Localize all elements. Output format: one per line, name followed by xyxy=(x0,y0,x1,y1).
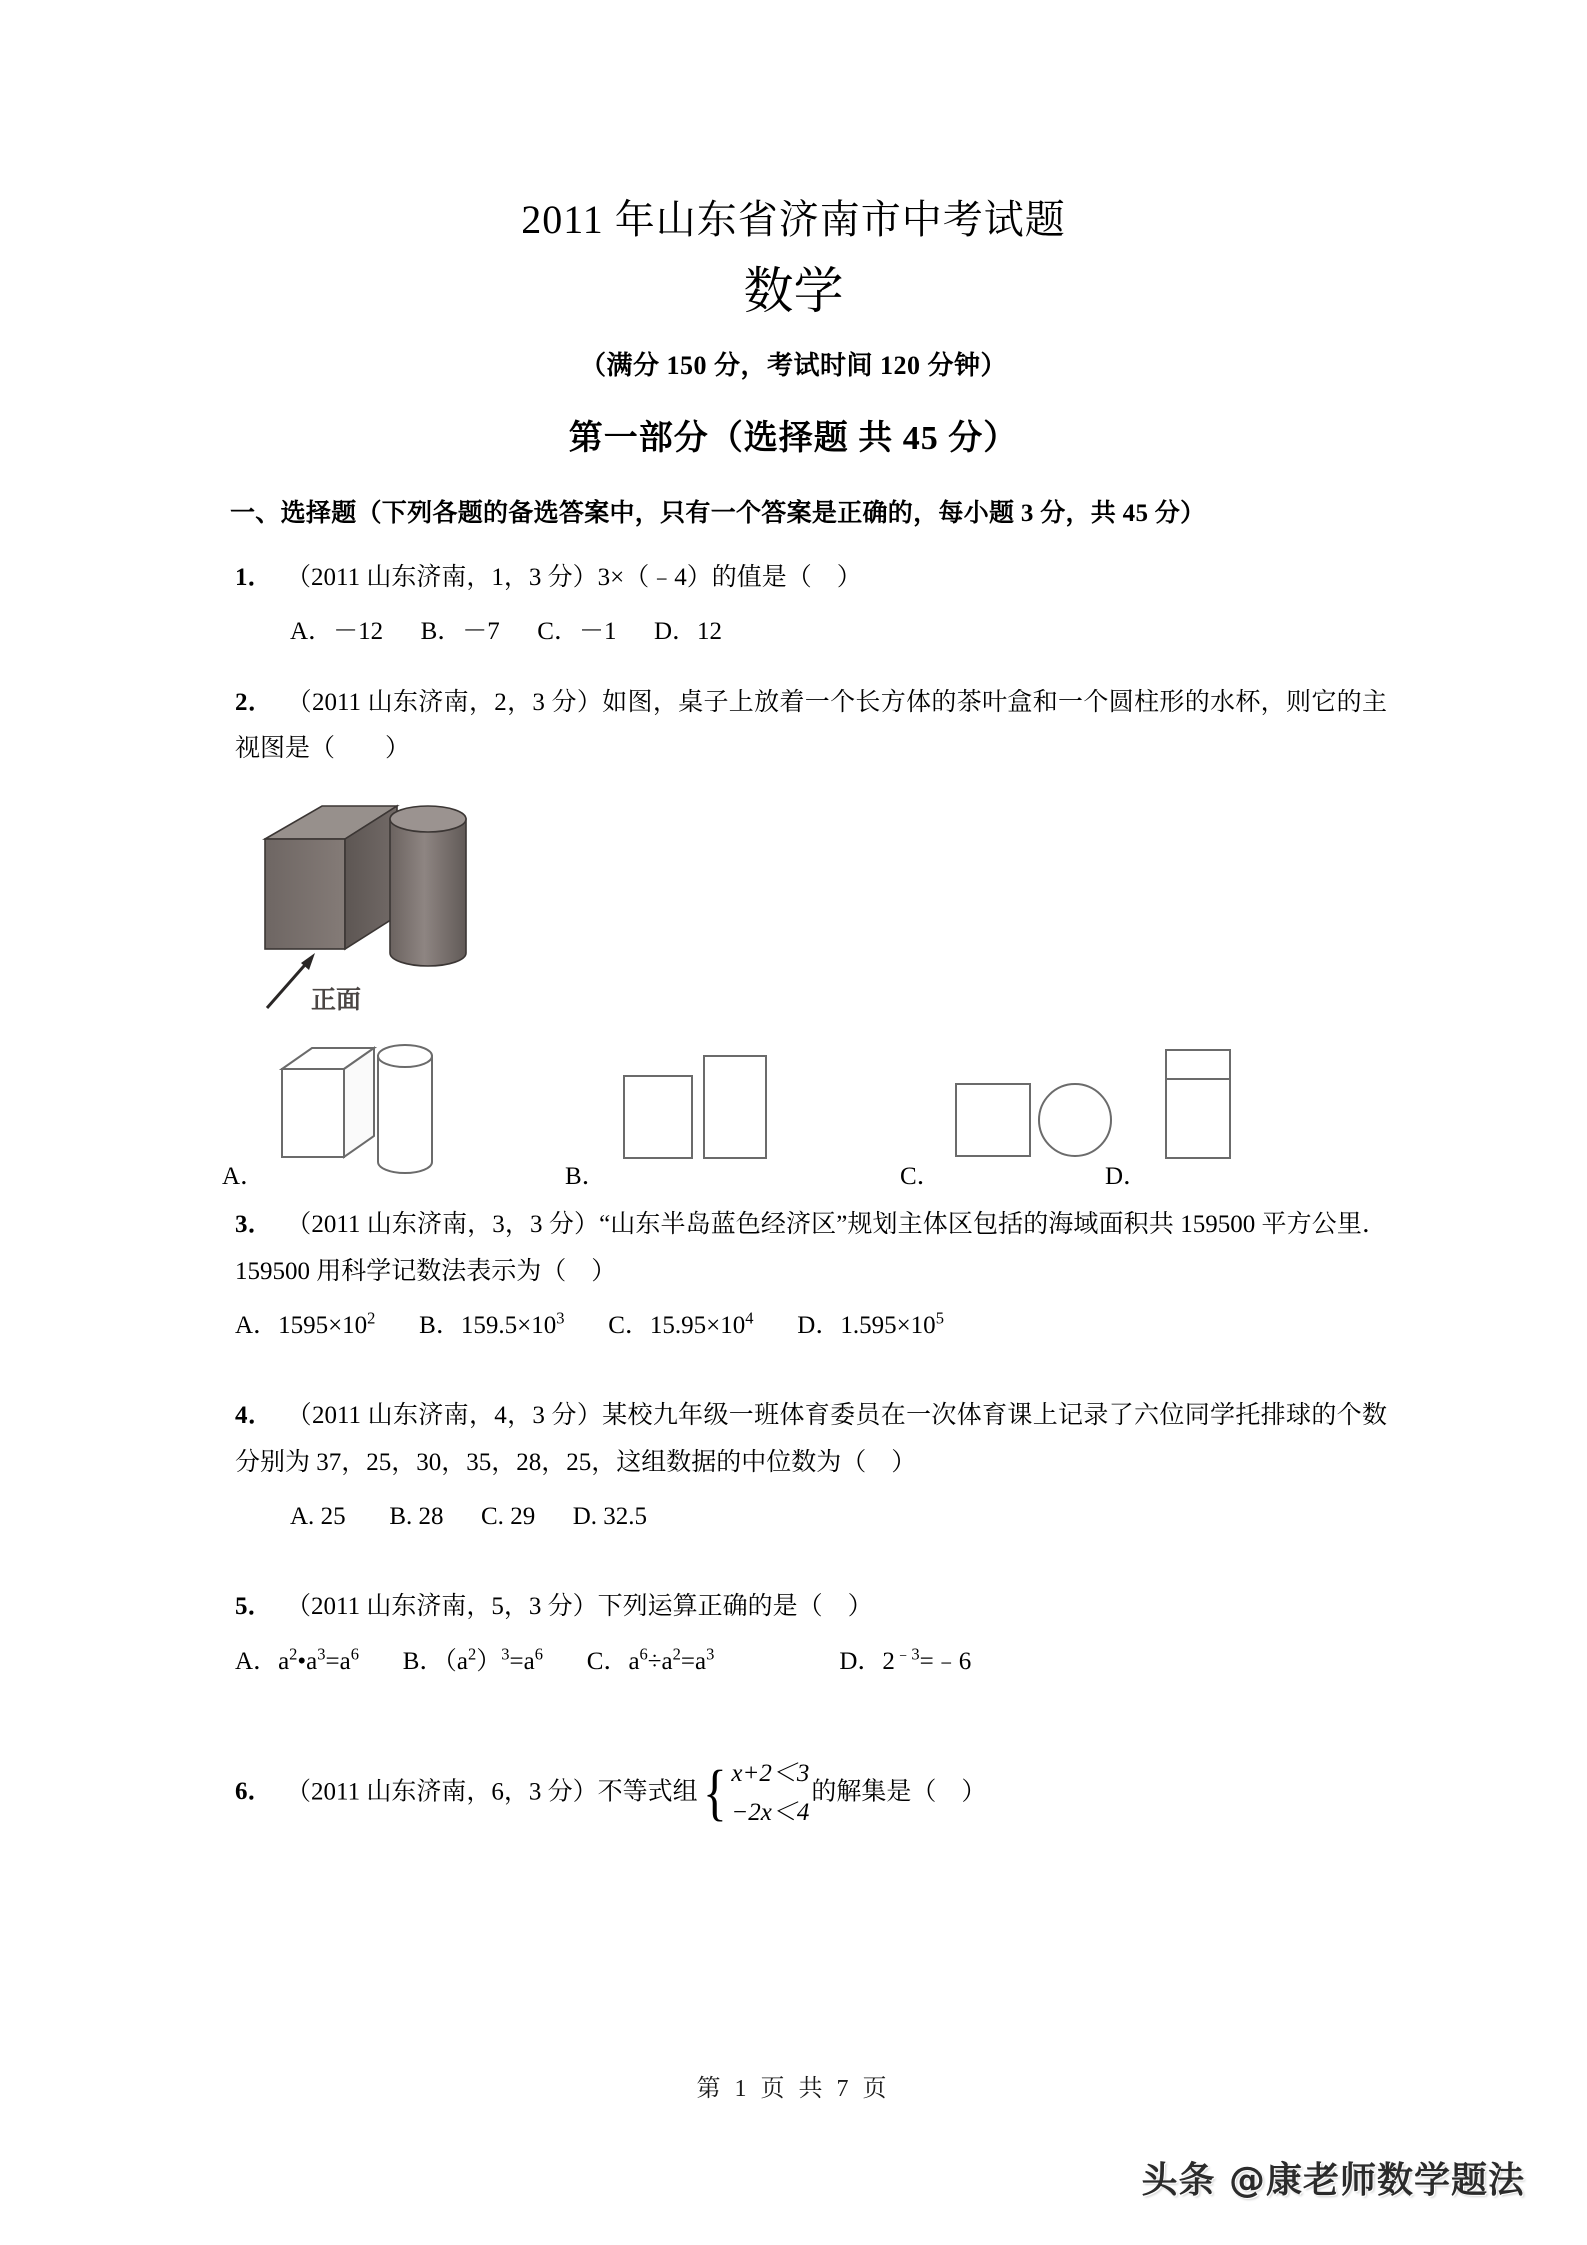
option-value: 32.5 xyxy=(603,1502,647,1530)
question-2-figure xyxy=(245,786,1587,1036)
question-5-options xyxy=(235,1641,1587,1684)
question-2-option-b-label[interactable]: B． xyxy=(565,1163,607,1191)
question-3-option-c[interactable] xyxy=(608,1305,753,1348)
option-label: C． xyxy=(586,1647,629,1675)
question-3-options xyxy=(235,1305,1587,1348)
option-value: 1.595×10 xyxy=(840,1311,936,1339)
question-2-option-d-label[interactable]: D． xyxy=(1105,1163,1149,1191)
question-1-options xyxy=(290,611,1587,654)
question-5-option-b[interactable] xyxy=(403,1641,543,1684)
question-2-option-a-label[interactable]: A． xyxy=(222,1163,266,1191)
question-4-stem: （2011 山东济南，4，3 分）某校九年级一班体育委员在一次体育课上记录了六位同学托排球的个数分别为 37，25，30，35，28，25，这组数据的中位数为（ ） xyxy=(235,1402,1387,1476)
question-5-option-d[interactable] xyxy=(839,1641,971,1684)
option-value: 159.5×10 xyxy=(460,1311,557,1339)
option-exponent: 5 xyxy=(935,1308,944,1328)
question-1-stem: （2011 山东济南，1，3 分）3×（﹣4）的值是（ ） xyxy=(298,564,862,591)
part-one-title: 第一部分（选择题 共 45 分） xyxy=(568,420,1019,457)
option-exponent: 4 xyxy=(745,1308,754,1328)
option-exponent: ﹣3 xyxy=(894,1644,920,1664)
option-value: 25 xyxy=(320,1502,346,1530)
option-part: =﹣6 xyxy=(919,1647,972,1675)
option-label: D． xyxy=(839,1647,883,1675)
option-part: ） xyxy=(476,1647,502,1675)
question-4-option-c[interactable] xyxy=(481,1496,535,1539)
option-exponent: 2 xyxy=(672,1644,681,1664)
option-part: a xyxy=(278,1647,290,1675)
option-label: A． xyxy=(235,1647,279,1675)
option-exponent: 2 xyxy=(289,1644,298,1664)
section-heading-choice: 一、选择题（下列各题的备选答案中，只有一个答案是正确的，每小题 3 分，共 45 分） xyxy=(230,500,1206,527)
question-3 xyxy=(235,1202,1387,1295)
question-2 xyxy=(235,680,1387,773)
figure-caption-text: 正面 xyxy=(311,985,362,1015)
watermark-label: 头条 @康老师数学题法 xyxy=(1141,2160,1525,2201)
option-value: 28 xyxy=(418,1502,444,1530)
question-1 xyxy=(235,555,1387,601)
question-2-option-c-label[interactable]: C． xyxy=(900,1163,942,1191)
option-label: B． xyxy=(419,1311,461,1339)
question-5-option-a[interactable] xyxy=(235,1641,359,1684)
option-part: 2 xyxy=(882,1647,895,1675)
option-label: B． xyxy=(420,618,463,646)
question-1-option-c[interactable] xyxy=(537,611,616,654)
question-4-option-d[interactable] xyxy=(573,1496,647,1539)
exam-info-line: （满分 150 分，考试时间 120 分钟） xyxy=(579,351,1007,380)
left-brace-icon: { xyxy=(702,1759,727,1828)
option-label: C． xyxy=(608,1311,650,1339)
option-exponent: 3 xyxy=(706,1644,715,1664)
option-label: C. xyxy=(481,1502,504,1530)
option-value: 15.95×10 xyxy=(649,1311,746,1339)
question-1-option-a[interactable] xyxy=(290,611,383,654)
option-label: A． xyxy=(290,618,334,646)
option-part: a xyxy=(628,1647,640,1675)
question-4-option-a[interactable] xyxy=(290,1496,346,1539)
question-2-stem: （2011 山东济南，2，3 分）如图，桌子上放着一个长方体的茶叶盒和一个圆柱形的水杯，则它的主视图是（ ） xyxy=(235,688,1387,762)
question-6-stem-before: （2011 山东济南，6，3 分）不等式组 xyxy=(298,1778,698,1806)
page-footer: 第 1 页 共 7 页 xyxy=(696,2076,891,2102)
option-value: 1595×10 xyxy=(278,1311,368,1339)
question-2-option-a-figure[interactable] xyxy=(268,1034,458,1184)
question-1-option-b[interactable] xyxy=(421,611,500,654)
option-value: －12 xyxy=(333,618,384,646)
option-exponent: 2 xyxy=(468,1644,477,1664)
option-part: =a xyxy=(325,1647,351,1675)
option-exponent: 6 xyxy=(350,1644,359,1664)
question-1-number: 1． xyxy=(235,564,273,591)
question-2-option-d-figure[interactable] xyxy=(1152,1034,1272,1184)
option-label: D． xyxy=(653,618,698,646)
option-part: •a xyxy=(297,1647,318,1675)
question-6-inequality-system xyxy=(700,1755,810,1833)
question-1-option-d[interactable] xyxy=(654,611,722,654)
question-4-number: 4． xyxy=(235,1402,274,1430)
question-2-number: 2． xyxy=(235,688,274,716)
option-part: （a xyxy=(444,1647,469,1675)
option-value: －7 xyxy=(462,618,500,646)
option-label: A． xyxy=(235,1311,279,1339)
option-value: －1 xyxy=(578,618,617,646)
question-4 xyxy=(235,1393,1387,1486)
question-3-option-b[interactable] xyxy=(419,1305,564,1348)
option-exponent: 3 xyxy=(317,1644,326,1664)
question-5-option-c[interactable] xyxy=(587,1641,715,1684)
option-label: B. xyxy=(389,1502,413,1530)
option-exponent: 3 xyxy=(556,1308,565,1328)
option-value: 29 xyxy=(510,1502,536,1530)
question-3-stem: （2011 山东济南，3，3 分）“山东半岛蓝色经济区”规划主体区包括的海域面积共 159500 平方公里．159500 用科学记数法表示为（ ） xyxy=(235,1211,1387,1285)
question-2-choice-figures xyxy=(0,1042,1587,1192)
option-part: ÷a xyxy=(647,1647,673,1675)
option-exponent: 2 xyxy=(367,1308,376,1328)
solids-illustration-svg xyxy=(245,786,605,1036)
question-5-number: 5． xyxy=(235,1593,273,1621)
option-label: A. xyxy=(290,1502,315,1530)
question-2-option-c-figure[interactable] xyxy=(946,1034,1116,1184)
question-3-number: 3． xyxy=(235,1211,273,1239)
page-title: 2011 年山东省济南市中考试题 xyxy=(521,197,1066,242)
inequality-row-2: −2x＜4 xyxy=(731,1798,810,1826)
option-label: D． xyxy=(797,1311,841,1339)
option-exponent: 3 xyxy=(501,1644,510,1664)
question-2-option-b-figure[interactable] xyxy=(612,1034,792,1184)
question-3-option-a[interactable] xyxy=(235,1305,375,1348)
question-5-stem: （2011 山东济南，5，3 分）下列运算正确的是（ ） xyxy=(298,1593,873,1621)
option-value: 12 xyxy=(697,618,723,646)
option-label: D. xyxy=(572,1502,597,1530)
inequality-row-1: x+2＜3 xyxy=(731,1760,810,1787)
question-6-stem-after: 的解集是（ ） xyxy=(811,1778,987,1806)
subject-title: 数学 xyxy=(743,263,844,319)
option-label: C． xyxy=(537,618,579,646)
option-label: B． xyxy=(402,1647,445,1675)
question-4-options xyxy=(290,1496,1587,1539)
question-3-option-d[interactable] xyxy=(797,1305,944,1348)
question-6-number: 6． xyxy=(235,1778,273,1806)
option-exponent: 6 xyxy=(534,1644,543,1664)
option-exponent: 6 xyxy=(639,1644,648,1664)
question-4-option-b[interactable] xyxy=(389,1496,443,1539)
option-part: =a xyxy=(680,1647,707,1675)
question-6 xyxy=(235,1755,1387,1833)
question-5 xyxy=(235,1584,1387,1630)
option-part: =a xyxy=(509,1647,535,1675)
